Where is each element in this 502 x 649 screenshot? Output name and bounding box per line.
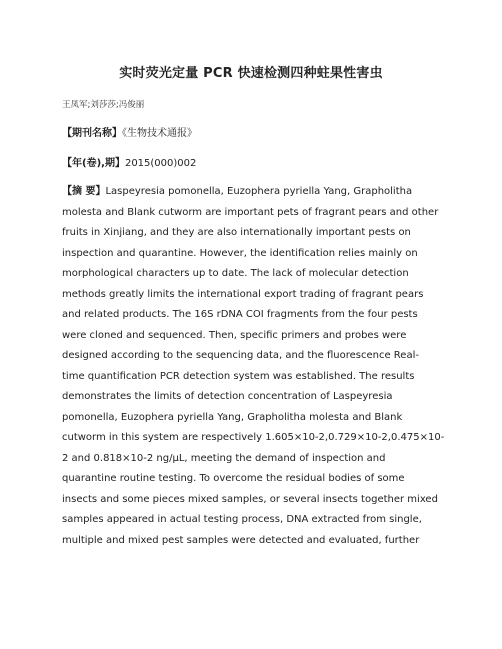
year-line — [62, 154, 196, 169]
abstract — [62, 182, 445, 551]
abstract-line: inspection and quarantine. However, the identification relies mainly on — [62, 247, 418, 259]
abstract-line: fruits in Xinjiang, and they are also internationally important pests on — [62, 227, 411, 238]
abstract-line: samples appeared in actual testing process, DNA extracted from single, — [62, 514, 422, 525]
abstract-line: 2 and 0.818×10-2 ng/μL, meeting the demand of inspection and — [62, 452, 386, 464]
abstract-line: morphological characters up to date. The lack of molecular detection — [62, 268, 409, 279]
abstract-line: demonstrates the limits of detection concentration of Laspeyresia — [62, 391, 393, 402]
abstract-line: molesta and Blank cutworm are important pets of fragrant pears and other — [62, 206, 439, 218]
abstract-line: were cloned and sequenced. Then, specific primers and probes were — [62, 329, 407, 341]
abstract-line: quarantine routine testing. To overcome the residual bodies of some — [62, 473, 405, 484]
abstract-line: time quantification PCR detection system was established. The results — [62, 370, 415, 382]
year-label: 【年(卷),期】 — [62, 158, 125, 169]
abstract-line: multiple and mixed pest samples were detected and evaluated, further — [62, 534, 420, 546]
abstract-line: designed according to the sequencing data, and the fluorescence Real- — [62, 350, 419, 361]
abstract-line: and related products. The 16S rDNA COI fragments from the four pests — [62, 309, 418, 320]
document-title: 实时荧光定量 PCR 快速检测四种蛀果性害虫 — [119, 66, 383, 81]
authors: 王凤军;刘莎莎;冯俊丽 — [62, 100, 145, 110]
journal-label: 【期刊名称】 — [62, 128, 122, 139]
abstract-line: pomonella, Euzophera pyriella Yang, Grapholitha molesta and Blank — [62, 411, 403, 423]
abstract-line: insects and some pieces mixed samples, or several insects together mixed — [62, 493, 438, 505]
abstract-line — [62, 182, 442, 203]
abstract-line: methods greatly limits the international export trading of fragrant pears — [62, 288, 424, 300]
abstract-text: Laspeyresia pomonella, Euzophera pyriella Yang, Grapholitha — [105, 186, 413, 197]
journal-line — [62, 124, 197, 139]
abstract-line: cutworm in this system are respectively 1.605×10-2,0.729×10-2,0.475×10- — [62, 432, 445, 443]
journal-value: 《生物技术通报》 — [122, 128, 197, 139]
abstract-label: 【摘 要】 — [62, 186, 106, 197]
year-value: 2015(000)002 — [124, 158, 197, 169]
